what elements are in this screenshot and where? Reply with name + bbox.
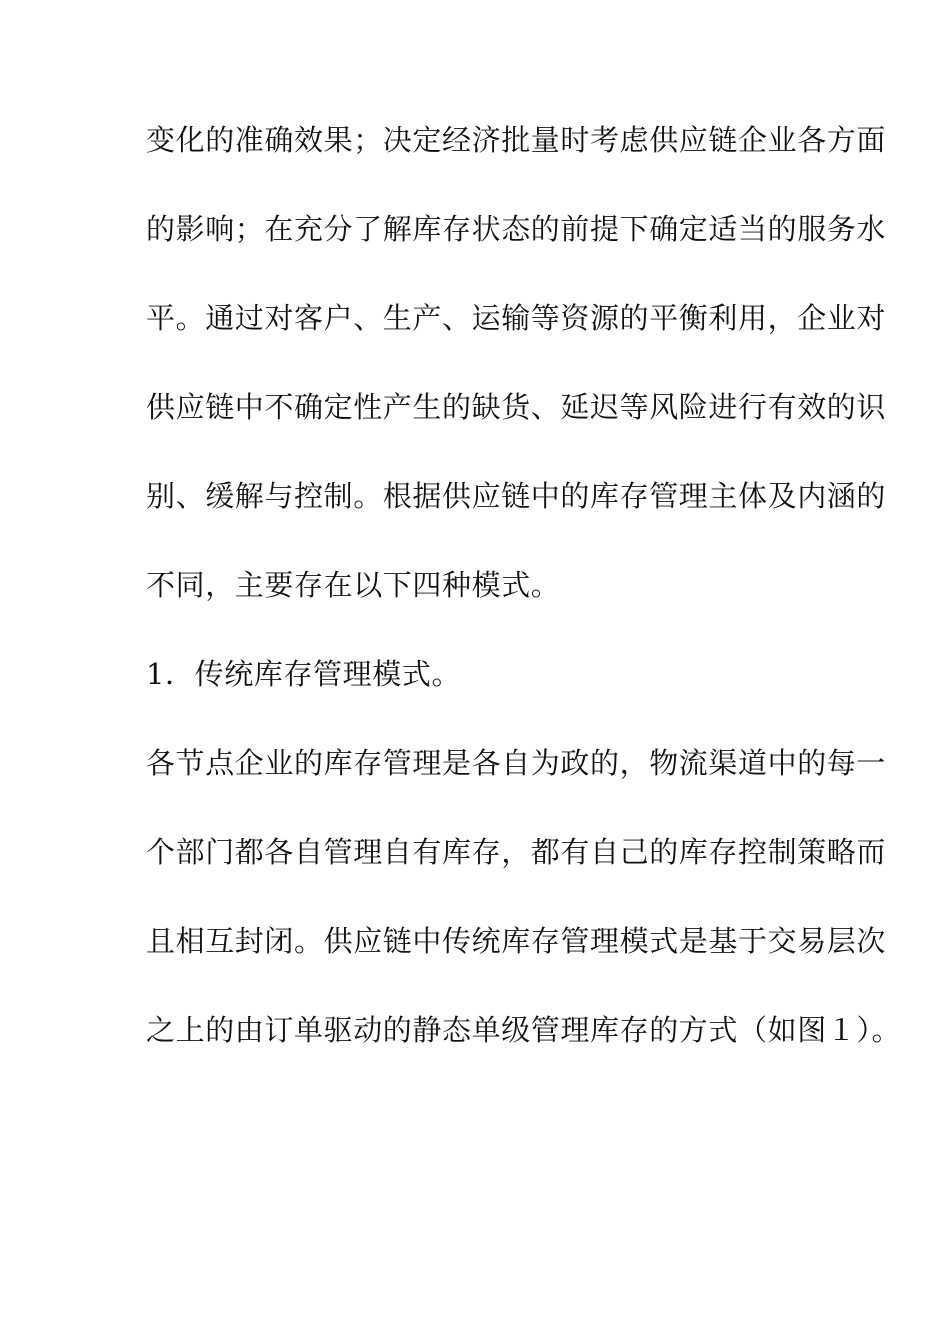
paragraph-line: 个部门都各自管理自有库存，都有自己的库存控制策略而 <box>146 835 887 869</box>
paragraph-line: 的影响；在充分了解库存状态的前提下确定适当的服务水 <box>146 212 887 246</box>
paragraph-line: 供应链中不确定性产生的缺货、延迟等风险进行有效的识 <box>146 390 887 424</box>
body-text <box>146 123 902 1105</box>
paragraph-line: 变化的准确效果；决定经济批量时考虑供应链企业各方面 <box>146 123 887 157</box>
paragraph-line: 之上的由订单驱动的静态单级管理库存的方式（如图１）。 <box>146 1013 902 1047</box>
paragraph-line: 不同，主要存在以下四种模式。 <box>146 568 561 602</box>
paragraph-line: 平。通过对客户、生产、运输等资源的平衡利用，企业对 <box>146 301 887 335</box>
section-heading: 1．传统库存管理模式。 <box>146 657 462 691</box>
paragraph-line: 别、缓解与控制。根据供应链中的库存管理主体及内涵的 <box>146 479 887 513</box>
paragraph-line: 各节点企业的库存管理是各自为政的，物流渠道中的每一 <box>146 746 887 780</box>
paragraph-line: 且相互封闭。供应链中传统库存管理模式是基于交易层次 <box>146 924 887 958</box>
